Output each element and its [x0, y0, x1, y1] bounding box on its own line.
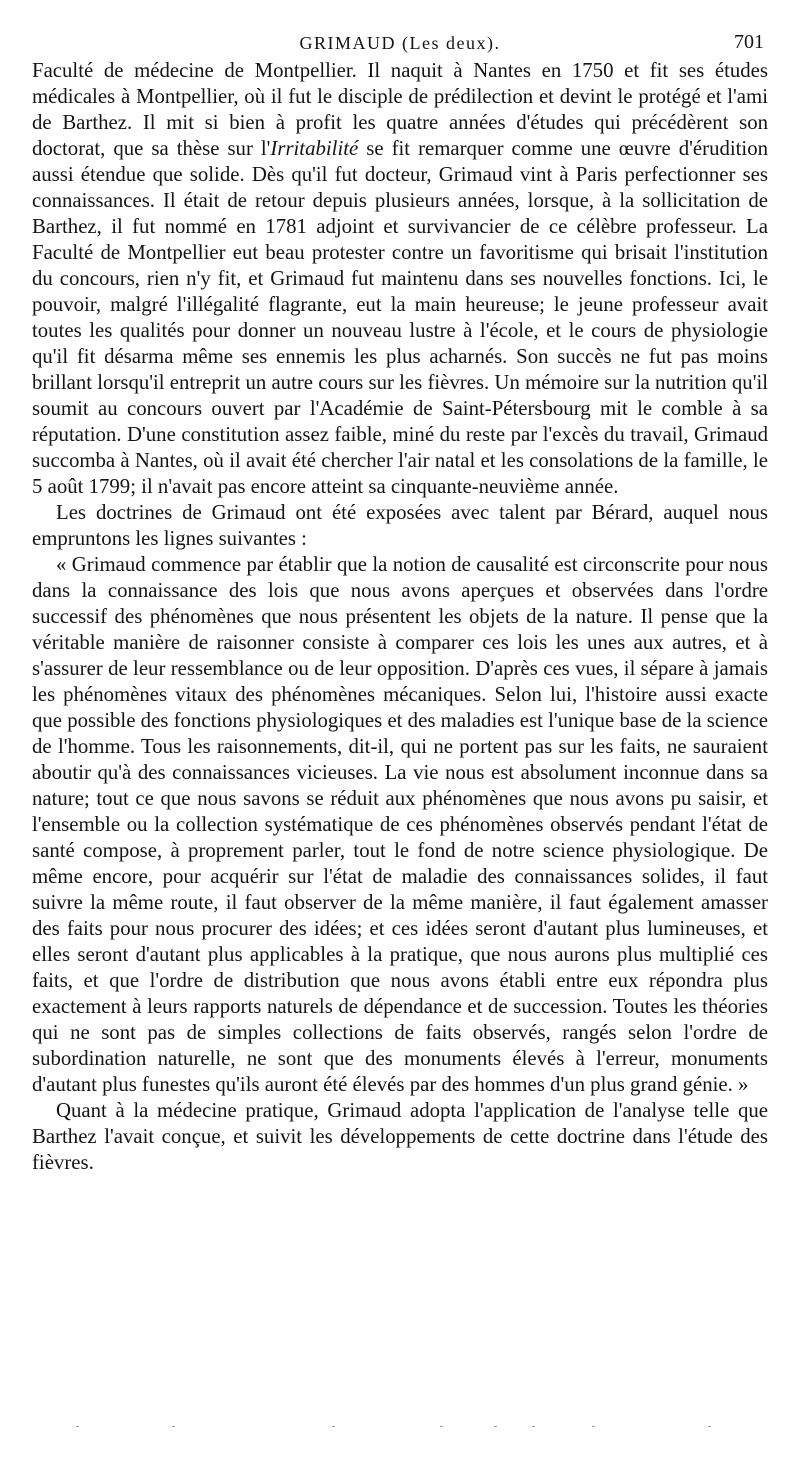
paragraph-biography-end: se fit remarquer comme une œuvre d'érudition aussi étendue que solide. Dès qu'il fut docteur, Grimaud vint à Paris perfectionner ses connaissances. Il était de retour depuis plusieurs années, lorsque, à la sollicitation de Barthez, il fut nommé en 1781 adjoint et survivancier de ce célèbre professeur. La Faculté de Montpellier eut beau protester contre un favoritisme qui brisait l'institution du concours, rien n'y fit, et Grimaud fut maintenu dans ses nouvelles fonctions. Ici, le pouvoir, malgré l'illégalité flagrante, eut la main heureuse; le jeune professeur avait toutes les qualités pour donner un nouveau lustre à l'école, et le cours de physiologie qu'il fit désarma même ses ennemis les plus acharnés. Son succès ne fut pas moins brillant lorsqu'il entreprit un autre cours sur les fièvres. Un mémoire sur la nutrition qu'il soumit au concours ouvert par l'Académie de Saint-Pétersbourg mit le comble à sa réputation. D'une constitution assez faible, miné du reste par l'excès du travail, Grimaud succomba à Nantes, où il avait été chercher l'air natal et les consolations de la famille, le 5 août 1799; il n'avait pas encore atteint sa cinquante-neuvième année.: [32, 137, 768, 498]
paragraph-biography-start: Faculté de médecine de Montpellier. Il naquit à Nantes en 1750 et fit ses études médicales à Montpellier, où il fut le disciple de prédilection et devint le protégé et l'ami de Barthez. Il mit si bien à profit les quatre années d'études qui précédèrent son doctorat, que sa thèse sur l': [32, 59, 768, 160]
running-title: GRIMAUD (Les deux).: [299, 33, 501, 53]
paragraph-doctrines-intro: Les doctrines de Grimaud ont été exposées avec talent par Bérard, auquel nous empruntons les lignes suivantes :: [32, 501, 768, 550]
running-header: [32, 0, 768, 52]
paragraph-practical-medicine: Quant à la médecine pratique, Grimaud adopta l'application de l'analyse telle que Barthez l'avait conçue, et suivit les développements de cette doctrine dans l'étude des fièvres.: [32, 1099, 768, 1174]
page-number: 701: [734, 31, 764, 53]
speck: [332, 1426, 335, 1427]
speck: [708, 1426, 711, 1427]
body-text: [32, 58, 768, 1176]
speck: [76, 1426, 79, 1427]
book-page: [32, 0, 768, 1463]
print-specks: [32, 1424, 768, 1430]
paragraph-berard-quotation: « Grimaud commence par établir que la notion de causalité est circonscrite pour nous dans la connaissance des lois que nous avons aperçues et observées dans l'ordre successif des phénomènes que nous présentent les objets de la nature. Il pense que la véritable manière de raisonner consiste à comparer ces lois les unes aux autres, et à s'assurer de leur ressemblance ou de leur opposition. D'après ces vues, il sépare à jamais les phénomènes vitaux des phénomènes mécaniques. Selon lui, l'histoire aussi exacte que possible des fonctions physiologiques et des maladies est l'unique base de la science de l'homme. Tous les raisonnements, dit-il, qui ne portent pas sur les faits, ne sauraient aboutir qu'à des connaissances vicieuses. La vie nous est absolument inconnue dans sa nature; tout ce que nous savons se réduit aux phénomènes que nous avons pu saisir, et l'ensemble ou la collection systématique de ces phénomènes observés pendant l'état de santé compose, à proprement parler, tout le fond de notre science physiologique. De même encore, pour acquérir sur l'état de maladie des connaissances solides, il faut suivre la même route, il faut observer de la même manière, il faut également amasser des faits pour nous procurer des idées; et ces idées seront d'autant plus lumineuses, et elles seront d'autant plus applicables à la pratique, que nous aurons plus multiplié ces faits, et que l'ordre de distribution que nous avons établi entre eux répondra plus exactement à leurs rapports naturels de dépendance et de succession. Toutes les théories qui ne sont pas de simples collections de faits observés, rangés selon l'ordre de subordination naturelle, ne sont que des monuments élevés à l'erreur, monuments d'autant plus funestes qu'ils auront été élevés par des hommes d'un plus grand génie. »: [32, 553, 768, 1096]
speck: [592, 1426, 595, 1427]
speck: [532, 1426, 535, 1427]
thesis-title-italic: Irritabilité: [270, 137, 359, 160]
speck: [172, 1426, 175, 1427]
speck: [440, 1426, 443, 1427]
paragraph-biography: [32, 58, 768, 500]
speck: [494, 1426, 497, 1427]
